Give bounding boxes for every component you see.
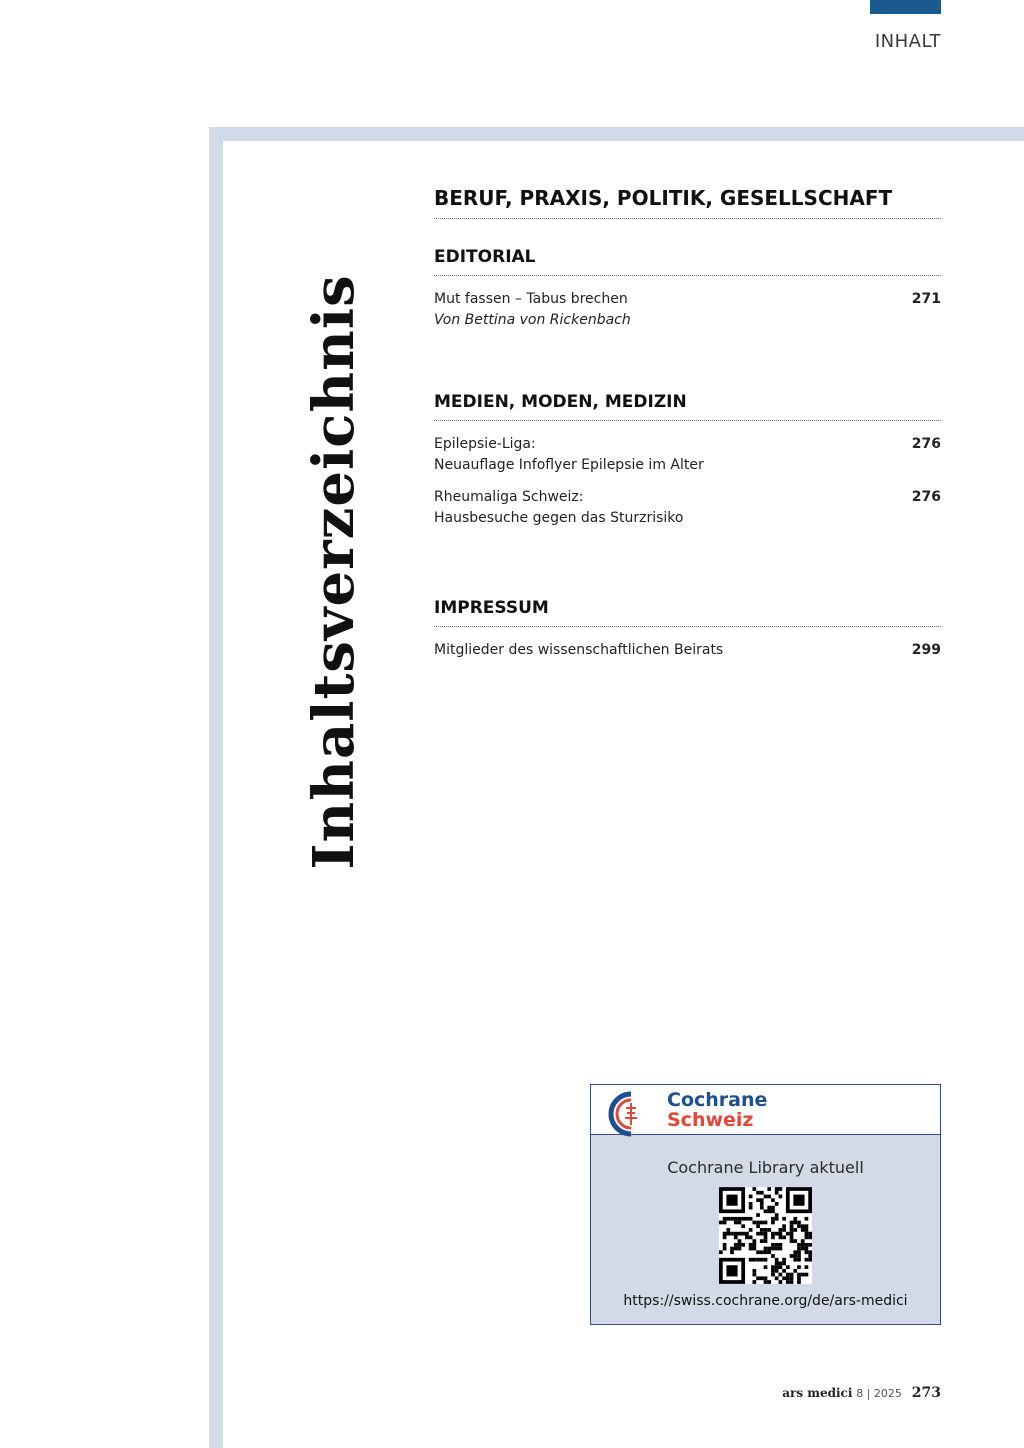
section-label: INHALT xyxy=(874,31,941,52)
toc-entry[interactable] xyxy=(434,289,941,331)
entry-author: Von Bettina von Rickenbach xyxy=(434,312,631,328)
entry-page-number: 271 xyxy=(911,291,941,307)
dotted-divider xyxy=(434,218,941,219)
entry-subtitle: Neuauflage Infoflyer Epilepsie im Alter xyxy=(434,457,704,473)
dotted-divider xyxy=(434,626,941,627)
entry-title: Rheumaliga Schweiz: xyxy=(434,489,584,505)
toc-entry[interactable] xyxy=(434,434,941,476)
page-footer xyxy=(782,1385,941,1401)
qr-code-icon[interactable] xyxy=(719,1187,812,1284)
cochrane-box-title: Cochrane Library aktuell xyxy=(667,1158,864,1177)
entry-title: Mut fassen – Tabus brechen xyxy=(434,291,628,307)
entry-page-number: 299 xyxy=(911,642,941,658)
dotted-divider xyxy=(434,275,941,276)
toc-section-impressum xyxy=(434,598,941,661)
cochrane-url-link[interactable]: https://swiss.cochrane.org/de/ars-medici xyxy=(623,1293,908,1309)
frame-left xyxy=(209,127,223,1448)
dotted-divider xyxy=(434,420,941,421)
toc-entry[interactable] xyxy=(434,640,941,661)
cochrane-logo-header xyxy=(591,1085,940,1135)
main-heading: BERUF, PRAXIS, POLITIK, GESELLSCHAFT xyxy=(434,186,893,210)
entry-subtitle: Hausbesuche gegen das Sturzrisiko xyxy=(434,510,684,526)
toc-section-medien xyxy=(434,392,941,529)
logo-line-schweiz: Schweiz xyxy=(667,1109,754,1131)
cochrane-logo-icon xyxy=(608,1091,654,1137)
vertical-page-title: Inhaltsverzeichnis xyxy=(301,274,367,870)
cochrane-logo-text xyxy=(667,1090,767,1130)
section-heading: MEDIEN, MODEN, MEDIZIN xyxy=(434,392,687,412)
corner-accent-bar xyxy=(870,0,941,14)
toc-entry[interactable] xyxy=(434,487,941,529)
page-number: 273 xyxy=(911,1385,941,1401)
entry-title: Epilepsie-Liga: xyxy=(434,436,536,452)
logo-line-cochrane: Cochrane xyxy=(667,1089,768,1111)
frame-top xyxy=(209,127,1024,141)
entry-title: Mitglieder des wissenschaftlichen Beirats xyxy=(434,642,724,658)
section-heading: IMPRESSUM xyxy=(434,598,549,618)
entry-page-number: 276 xyxy=(911,489,941,505)
entry-page-number: 276 xyxy=(911,436,941,452)
section-heading: EDITORIAL xyxy=(434,247,536,267)
magazine-name: ars medici xyxy=(782,1386,853,1400)
toc-section-editorial xyxy=(434,247,941,331)
cochrane-info-box xyxy=(590,1084,941,1325)
issue-number: 8 | 2025 xyxy=(856,1387,902,1400)
